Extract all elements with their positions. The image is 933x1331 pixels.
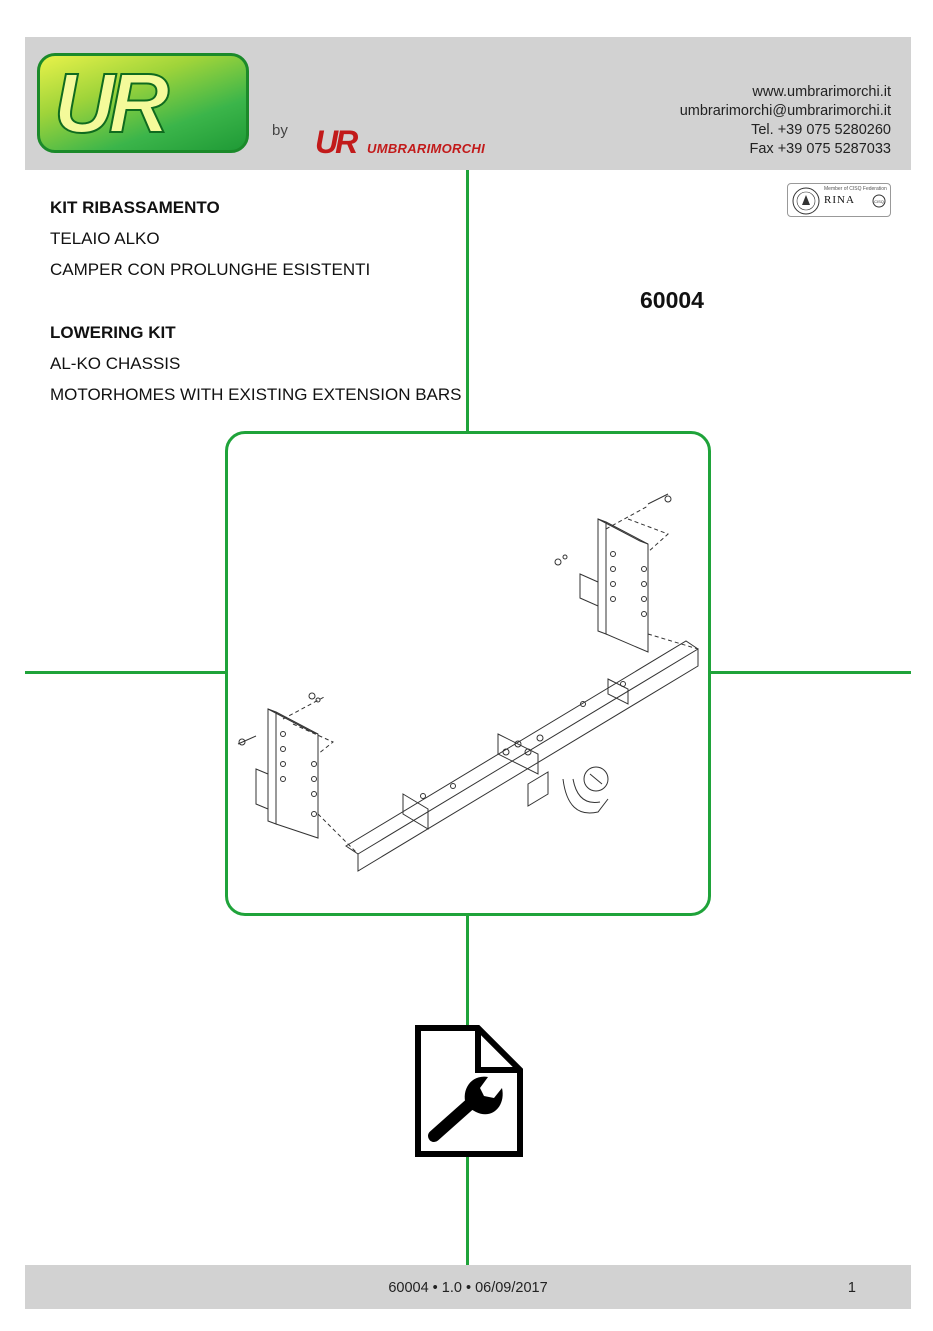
website-link[interactable]: www.umbrarimorchi.it (752, 84, 891, 100)
by-label: by (272, 122, 288, 139)
technical-drawing-frame (225, 431, 711, 916)
rina-label: RINA (824, 194, 855, 206)
en-line-2: MOTORHOMES WITH EXISTING EXTENSION BARS (50, 385, 462, 404)
cisq-member-text: Member of CISQ Federation (824, 186, 887, 192)
english-title-block (50, 317, 462, 410)
contact-info (680, 83, 891, 159)
page-number: 1 (847, 1280, 856, 1296)
page-header (25, 37, 911, 170)
brand-initials: UR (315, 124, 356, 159)
left-bracket-plate (238, 693, 333, 838)
email-link[interactable]: umbrarimorchi@umbrarimorchi.it (679, 103, 891, 119)
it-heading: KIT RIBASSAMENTO (50, 198, 220, 217)
crossbar-beam (318, 634, 698, 871)
en-heading: LOWERING KIT (50, 323, 176, 342)
vertical-divider-top (466, 170, 469, 431)
it-line-1: TELAIO ALKO (50, 229, 160, 248)
rina-seal-icon (790, 185, 824, 217)
tow-ball-hook (528, 767, 608, 813)
fax: Fax +39 075 5287033 (749, 141, 891, 157)
right-bracket-plate (555, 494, 671, 652)
umbrarimorchi-brand (315, 123, 515, 159)
brand-mark (315, 123, 375, 159)
logo-text: UR (54, 56, 164, 150)
telephone: Tel. +39 075 5280260 (751, 122, 891, 138)
horizontal-divider-left (25, 671, 225, 674)
rina-certification-badge (787, 183, 891, 217)
horizontal-divider-right (711, 671, 911, 674)
italian-title-block (50, 192, 370, 285)
cisq-mark-icon (872, 194, 886, 208)
brand-name: UMBRARIMORCHI (367, 141, 485, 156)
cisq-mark-text: CISQ (874, 199, 884, 204)
lowering-kit-drawing (228, 434, 708, 913)
en-line-1: AL-KO CHASSIS (50, 354, 181, 373)
installation-document-icon (412, 1022, 526, 1160)
page-footer (25, 1265, 911, 1309)
ur-logo (37, 53, 249, 153)
ur-logo-mark (40, 56, 246, 150)
it-line-2: CAMPER CON PROLUNGHE ESISTENTI (50, 260, 371, 279)
document-reference: 60004 • 1.0 • 06/09/2017 (388, 1280, 548, 1296)
product-code: 60004 (640, 287, 704, 313)
